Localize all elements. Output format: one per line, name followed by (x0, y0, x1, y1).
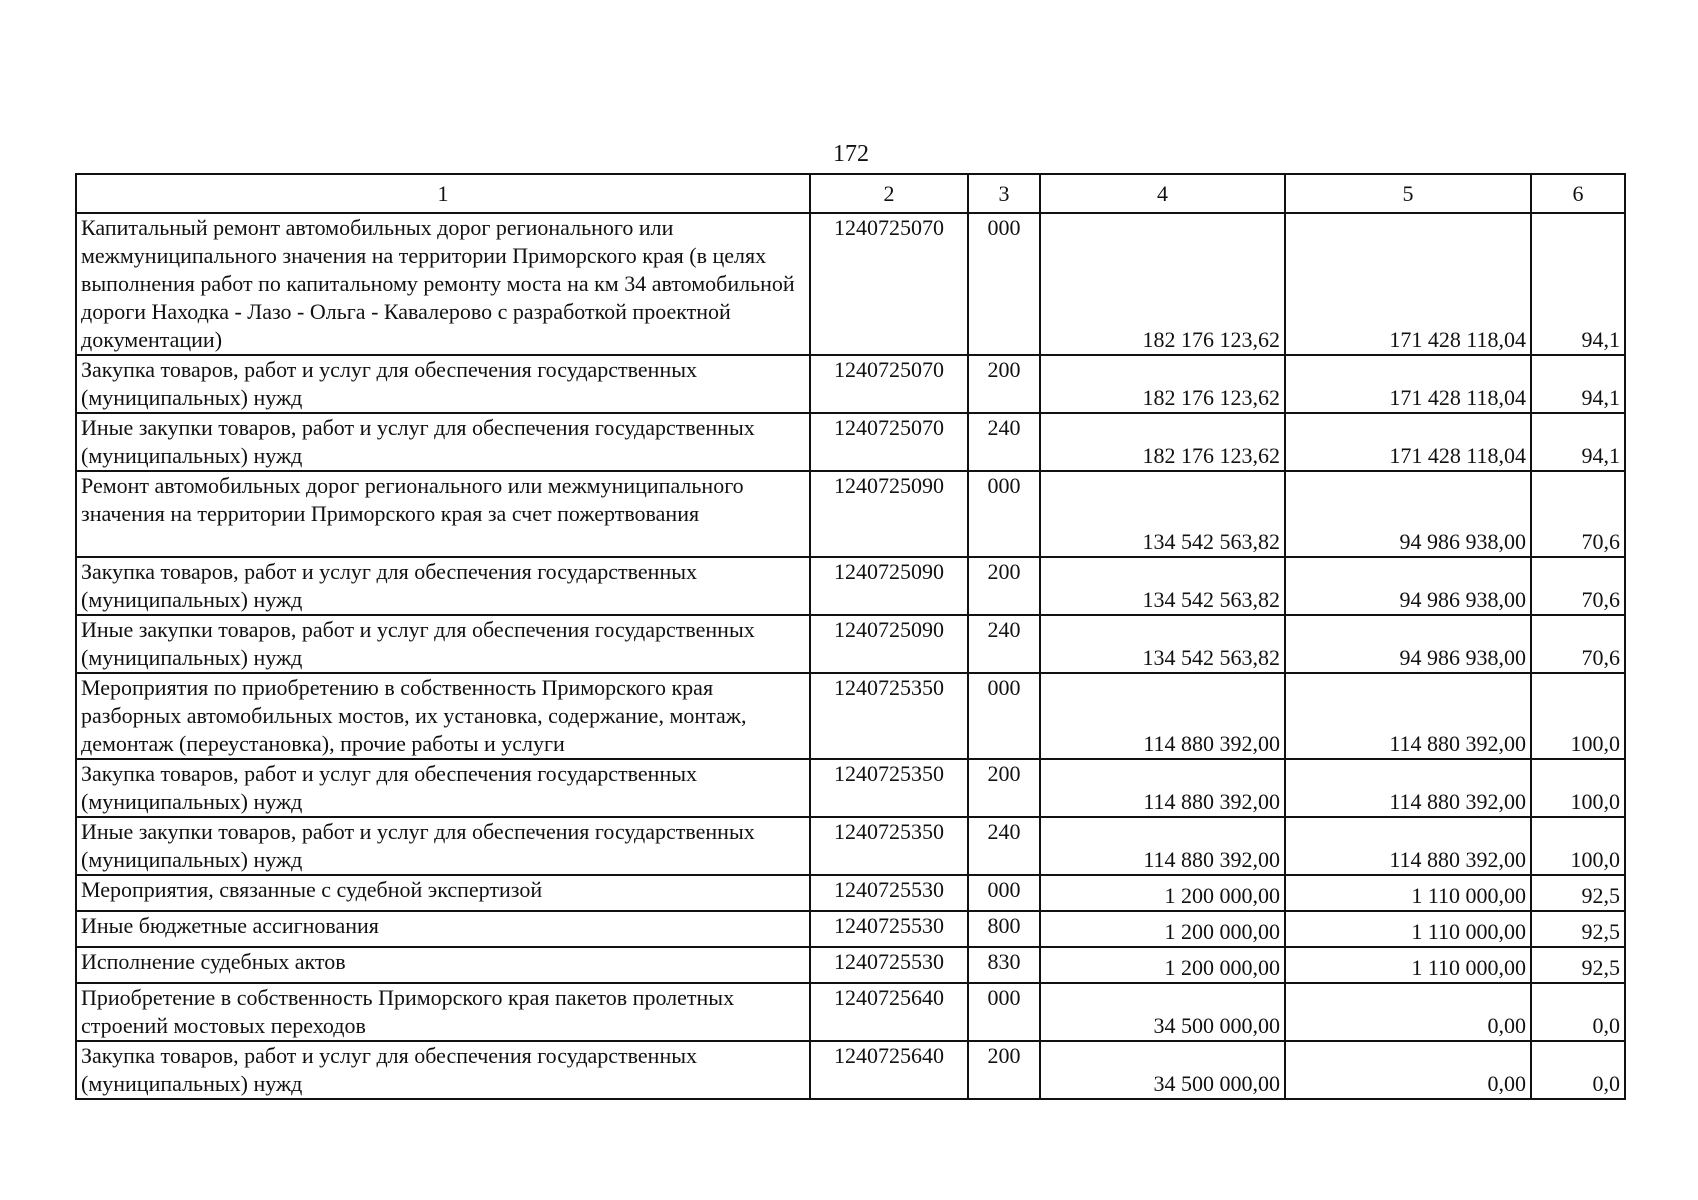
column-header: 1 (76, 174, 810, 213)
column-header: 4 (1040, 174, 1285, 213)
table-row (76, 1041, 1625, 1099)
item-name: Приобретение в собственность Приморского края пакетов пролетных строений мостовых переходов (76, 983, 810, 1041)
planned-amount: 134 542 563,82 (1040, 557, 1285, 615)
item-code: 1240725070 (810, 413, 968, 471)
expense-type: 200 (968, 557, 1040, 615)
execution-percent: 100,0 (1531, 673, 1625, 759)
item-code: 1240725090 (810, 557, 968, 615)
executed-amount: 114 880 392,00 (1285, 759, 1531, 817)
table-row (76, 355, 1625, 413)
expense-type: 000 (968, 983, 1040, 1041)
table-row (76, 947, 1625, 983)
item-name: Иные закупки товаров, работ и услуг для обеспечения государственных (муниципальных) нужд (76, 413, 810, 471)
column-header: 3 (968, 174, 1040, 213)
execution-percent: 94,1 (1531, 413, 1625, 471)
item-code: 1240725090 (810, 615, 968, 673)
item-code: 1240725070 (810, 213, 968, 355)
executed-amount: 171 428 118,04 (1285, 213, 1531, 355)
table-row (76, 673, 1625, 759)
item-code: 1240725070 (810, 355, 968, 413)
item-code: 1240725350 (810, 759, 968, 817)
table-row (76, 615, 1625, 673)
budget-table (75, 173, 1626, 1100)
item-code: 1240725530 (810, 911, 968, 947)
item-name: Исполнение судебных актов (76, 947, 810, 983)
execution-percent: 94,1 (1531, 355, 1625, 413)
item-code: 1240725640 (810, 983, 968, 1041)
expense-type: 200 (968, 355, 1040, 413)
execution-percent: 70,6 (1531, 471, 1625, 557)
table-row (76, 213, 1625, 355)
execution-percent: 100,0 (1531, 759, 1625, 817)
executed-amount: 114 880 392,00 (1285, 817, 1531, 875)
planned-amount: 1 200 000,00 (1040, 911, 1285, 947)
item-name: Иные закупки товаров, работ и услуг для обеспечения государственных (муниципальных) нужд (76, 615, 810, 673)
planned-amount: 34 500 000,00 (1040, 983, 1285, 1041)
planned-amount: 182 176 123,62 (1040, 213, 1285, 355)
executed-amount: 171 428 118,04 (1285, 413, 1531, 471)
planned-amount: 134 542 563,82 (1040, 615, 1285, 673)
executed-amount: 1 110 000,00 (1285, 911, 1531, 947)
item-code: 1240725530 (810, 875, 968, 911)
item-name: Мероприятия по приобретению в собственность Приморского края разборных автомобильных мостов, их установка, содержание, монтаж, демонтаж (переустановка), прочие работы и услуги (76, 673, 810, 759)
item-name: Мероприятия, связанные с судебной экспертизой (76, 875, 810, 911)
table-row (76, 557, 1625, 615)
planned-amount: 182 176 123,62 (1040, 355, 1285, 413)
expense-type: 240 (968, 817, 1040, 875)
expense-type: 200 (968, 1041, 1040, 1099)
item-name: Капитальный ремонт автомобильных дорог регионального или межмуниципального значения на территории Приморского края (в целях выполнения работ по капитальному ремонту моста на км 34 автомобильной дороги Находка - Лазо - Ольга - Кавалерово с разработкой проектной документации) (76, 213, 810, 355)
item-code: 1240725350 (810, 817, 968, 875)
expense-type: 000 (968, 471, 1040, 557)
expense-type: 800 (968, 911, 1040, 947)
item-name: Иные бюджетные ассигнования (76, 911, 810, 947)
page-number: 172 (833, 141, 869, 167)
planned-amount: 114 880 392,00 (1040, 817, 1285, 875)
item-code: 1240725530 (810, 947, 968, 983)
executed-amount: 1 110 000,00 (1285, 875, 1531, 911)
execution-percent: 70,6 (1531, 615, 1625, 673)
execution-percent: 92,5 (1531, 875, 1625, 911)
table-row (76, 413, 1625, 471)
item-name: Ремонт автомобильных дорог регионального или межмуниципального значения на территории Приморского края за счет пожертвования (76, 471, 810, 557)
execution-percent: 0,0 (1531, 983, 1625, 1041)
table-row (76, 875, 1625, 911)
item-code: 1240725640 (810, 1041, 968, 1099)
expense-type: 000 (968, 213, 1040, 355)
column-header: 2 (810, 174, 968, 213)
planned-amount: 114 880 392,00 (1040, 673, 1285, 759)
executed-amount: 171 428 118,04 (1285, 355, 1531, 413)
item-name: Закупка товаров, работ и услуг для обеспечения государственных (муниципальных) нужд (76, 557, 810, 615)
item-name: Закупка товаров, работ и услуг для обеспечения государственных (муниципальных) нужд (76, 1041, 810, 1099)
table-row (76, 759, 1625, 817)
expense-type: 830 (968, 947, 1040, 983)
header-row (76, 174, 1625, 213)
execution-percent: 70,6 (1531, 557, 1625, 615)
executed-amount: 0,00 (1285, 983, 1531, 1041)
execution-percent: 0,0 (1531, 1041, 1625, 1099)
table-row (76, 817, 1625, 875)
table-row (76, 911, 1625, 947)
planned-amount: 182 176 123,62 (1040, 413, 1285, 471)
planned-amount: 134 542 563,82 (1040, 471, 1285, 557)
item-code: 1240725350 (810, 673, 968, 759)
execution-percent: 94,1 (1531, 213, 1625, 355)
item-name: Закупка товаров, работ и услуг для обеспечения государственных (муниципальных) нужд (76, 759, 810, 817)
executed-amount: 114 880 392,00 (1285, 673, 1531, 759)
planned-amount: 1 200 000,00 (1040, 947, 1285, 983)
execution-percent: 92,5 (1531, 911, 1625, 947)
executed-amount: 0,00 (1285, 1041, 1531, 1099)
executed-amount: 1 110 000,00 (1285, 947, 1531, 983)
execution-percent: 100,0 (1531, 817, 1625, 875)
expense-type: 240 (968, 615, 1040, 673)
item-name: Закупка товаров, работ и услуг для обеспечения государственных (муниципальных) нужд (76, 355, 810, 413)
planned-amount: 114 880 392,00 (1040, 759, 1285, 817)
table-row (76, 983, 1625, 1041)
execution-percent: 92,5 (1531, 947, 1625, 983)
table-row (76, 471, 1625, 557)
executed-amount: 94 986 938,00 (1285, 471, 1531, 557)
column-header: 6 (1531, 174, 1625, 213)
expense-type: 240 (968, 413, 1040, 471)
item-code: 1240725090 (810, 471, 968, 557)
expense-type: 200 (968, 759, 1040, 817)
item-name: Иные закупки товаров, работ и услуг для обеспечения государственных (муниципальных) нужд (76, 817, 810, 875)
planned-amount: 34 500 000,00 (1040, 1041, 1285, 1099)
executed-amount: 94 986 938,00 (1285, 615, 1531, 673)
planned-amount: 1 200 000,00 (1040, 875, 1285, 911)
expense-type: 000 (968, 673, 1040, 759)
expense-type: 000 (968, 875, 1040, 911)
executed-amount: 94 986 938,00 (1285, 557, 1531, 615)
column-header: 5 (1285, 174, 1531, 213)
